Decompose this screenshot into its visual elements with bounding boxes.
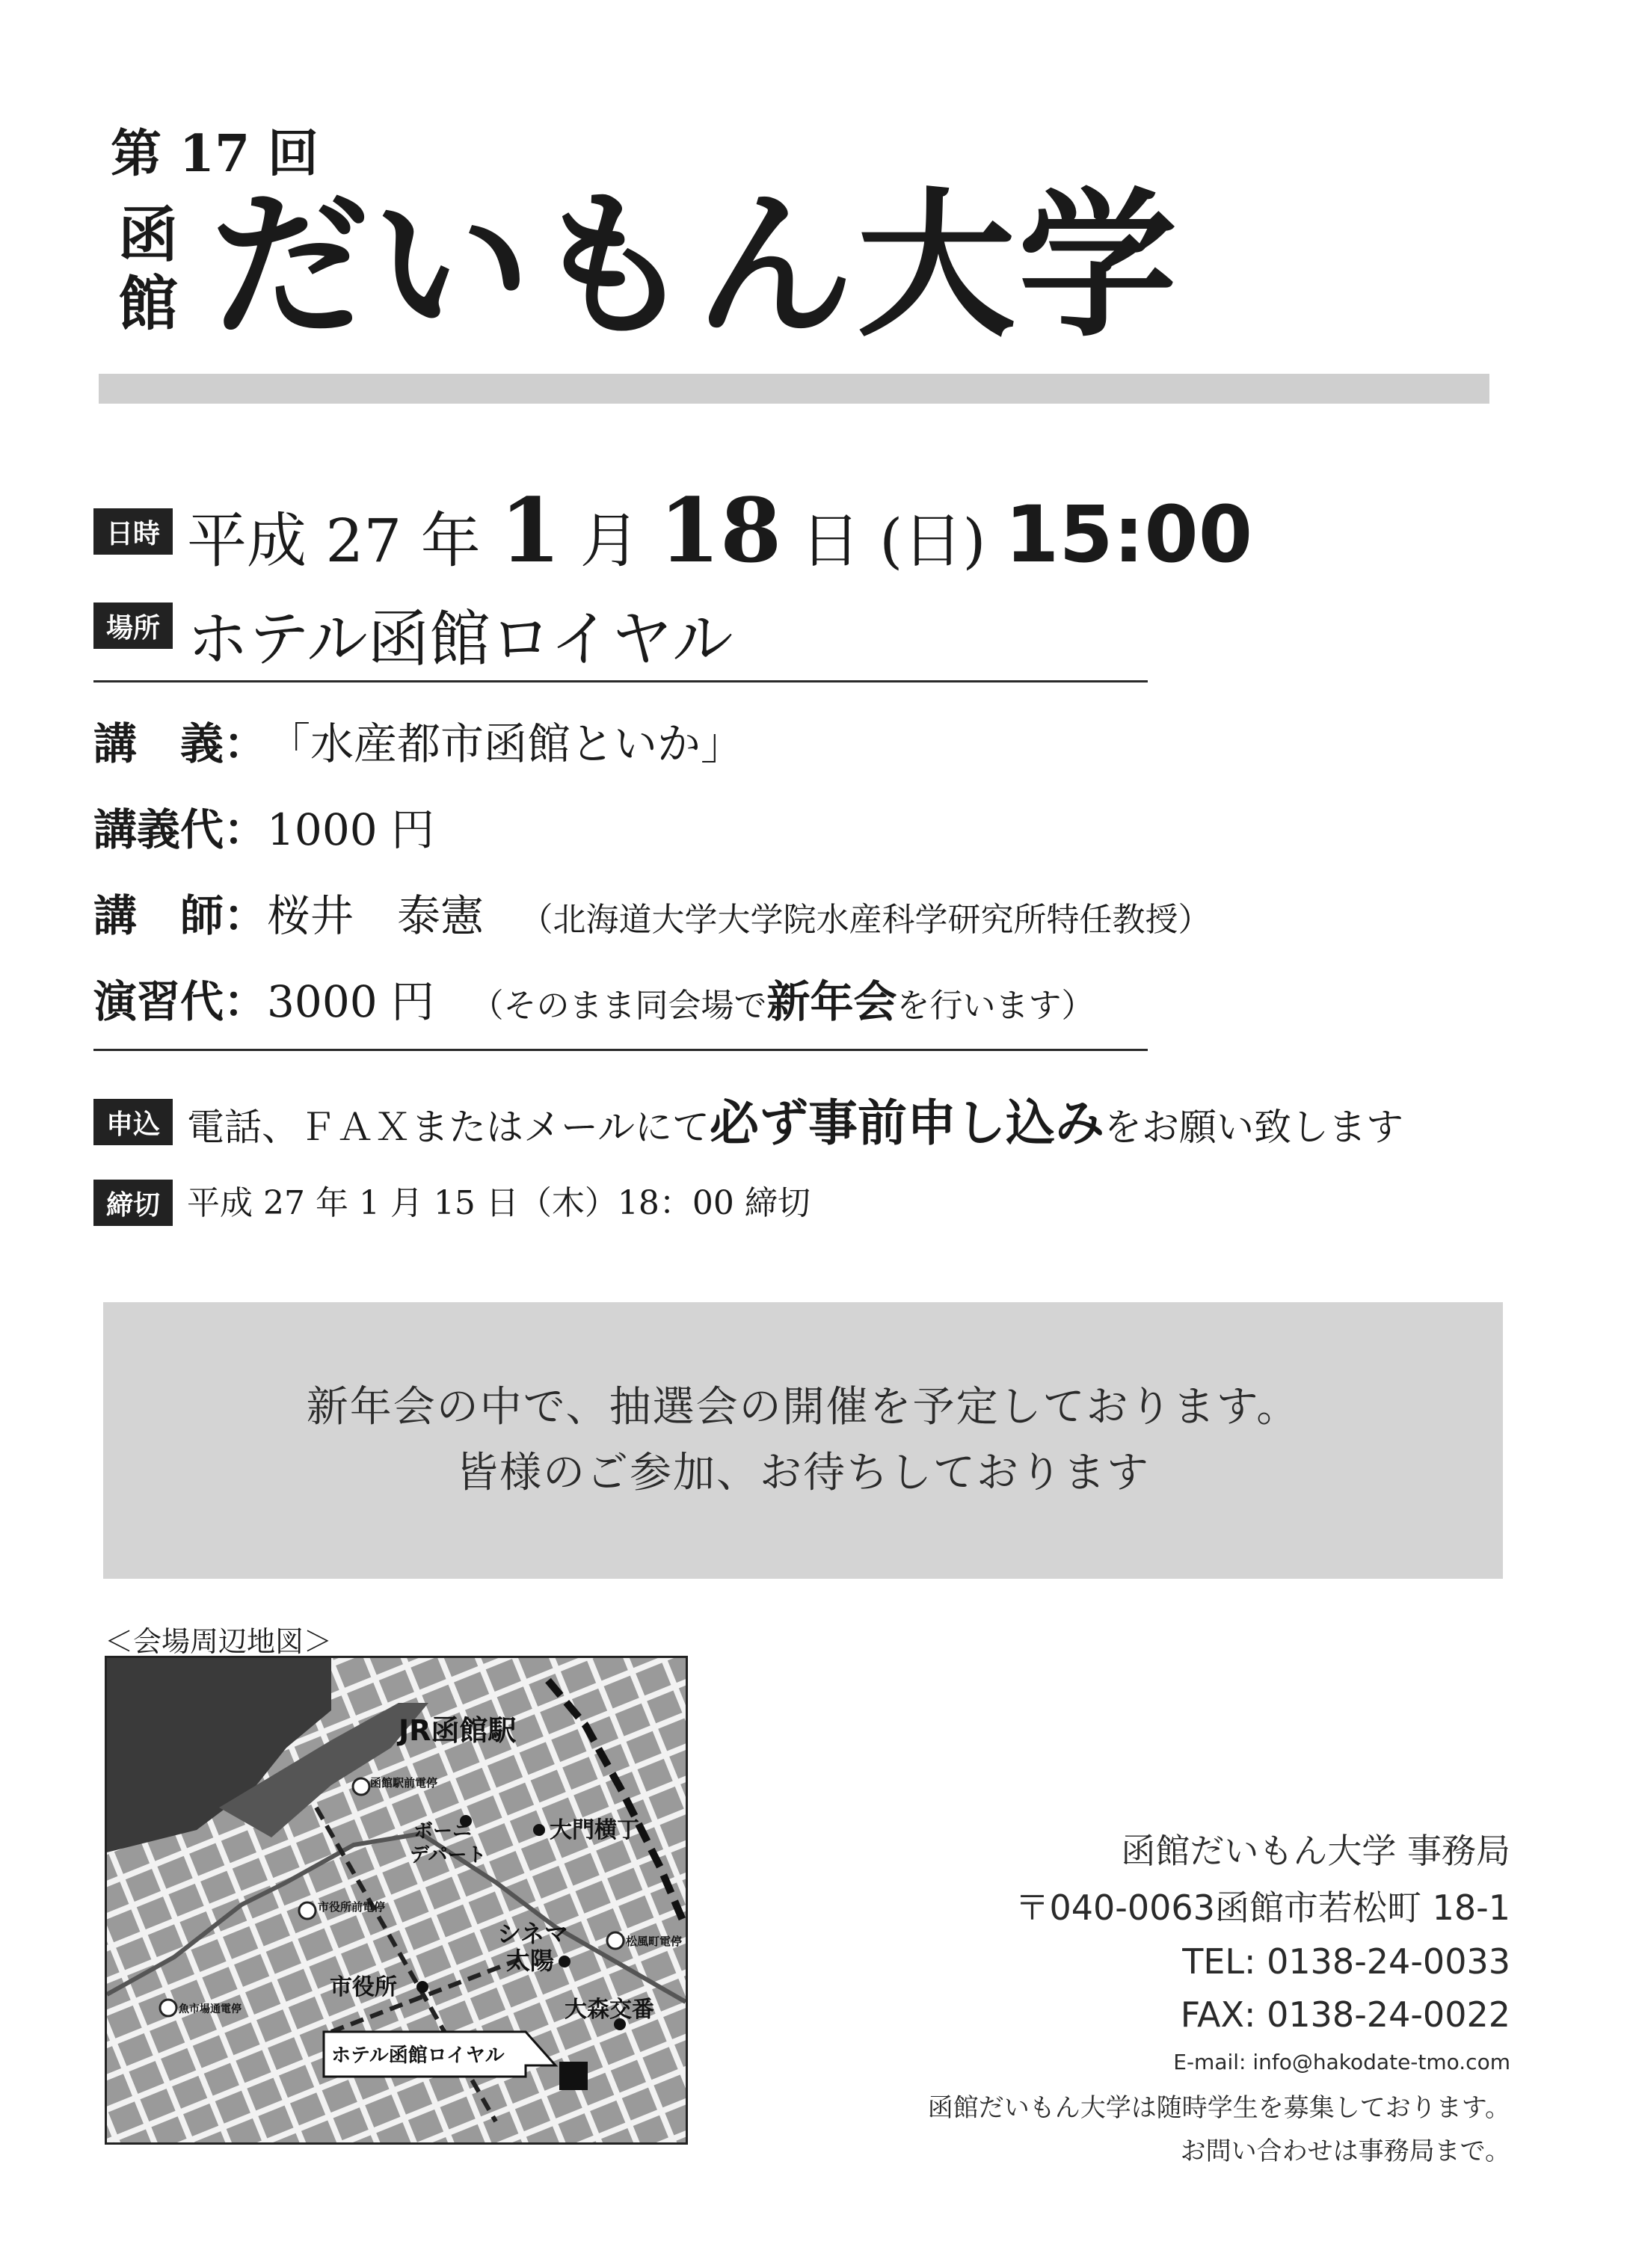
- practice-label: 演習代：: [93, 976, 268, 1027]
- map-label-cinema1: シネマ: [497, 1920, 569, 1948]
- section-divider: [93, 680, 1148, 682]
- fee-row: [93, 800, 434, 860]
- deadline-tag: 締切: [93, 1180, 173, 1226]
- map-label-stop-market: 魚市場通電停: [179, 2003, 242, 2015]
- date-time: 15:00: [1005, 489, 1253, 580]
- poi-dot: [533, 1824, 545, 1836]
- practice-note-em: 新年会: [766, 976, 897, 1027]
- map-caption: ＜会場周辺地図＞: [105, 1625, 333, 1658]
- lecture-row: [93, 714, 744, 774]
- city-text: 函館: [118, 200, 178, 339]
- date-tag: 日時: [93, 508, 173, 555]
- apply-em: 必ず事前申し込み: [710, 1094, 1104, 1152]
- fee-label: 講義代：: [93, 804, 268, 855]
- lecture-label: 講 義：: [93, 718, 268, 769]
- date-weekday: (日): [879, 506, 986, 576]
- contact-fax: FAX: 0138-24-0022: [1180, 1994, 1510, 2035]
- fee-value: 1000 円: [267, 804, 435, 855]
- tram-stop-marker: [353, 1778, 369, 1795]
- deadline-text: 平成 27 年 1 月 15 日（木）18：00 締切: [187, 1184, 811, 1222]
- contact-tel: TEL: 0138-24-0033: [1182, 1941, 1510, 1982]
- contact-org: 函館だいもん大学 事務局: [1121, 1831, 1510, 1871]
- section-divider: [93, 1049, 1148, 1051]
- map-label-koban: 大森交番: [565, 1997, 654, 2023]
- map-label-hotel: ホテル函館ロイヤル: [331, 2044, 505, 2067]
- notice-line-1: 新年会の中で、抽選会の開催を予定しております。: [306, 1383, 1300, 1432]
- map-label-stop-city: 市役所前電停: [318, 1900, 386, 1914]
- notice-line-2: 皆様のご参加、お待ちしております: [456, 1449, 1150, 1497]
- notice-box: [103, 1302, 1503, 1579]
- apply-pre: 電話、ＦＡＸまたはメールにて: [187, 1106, 710, 1149]
- apply-text: [187, 1093, 1403, 1157]
- hotel-marker: [559, 2062, 588, 2090]
- map-label-bonny1: ボーニ: [413, 1820, 473, 1843]
- page-title: だいもん大学: [211, 173, 1180, 358]
- date-day: 18: [659, 478, 782, 582]
- event-place: ホテル函館ロイヤル: [187, 604, 734, 675]
- contact-address: 〒040-0063函館市若松町 18-1: [1015, 1888, 1510, 1928]
- practice-note-pre: （そのまま同会場で: [470, 987, 767, 1025]
- tram-stop-marker: [160, 2000, 176, 2016]
- contact-note-1: 函館だいもん大学は随時学生を募集しております。: [927, 2093, 1510, 2123]
- city-label: [111, 200, 185, 338]
- map-graphic: [107, 1658, 686, 2142]
- tram-stop-marker: [607, 1932, 624, 1949]
- map-label-stop-matsukaze: 松風町電停: [626, 1935, 683, 1948]
- map-label-cinema2: 太陽: [506, 1947, 555, 1975]
- practice-note-post: を行います）: [896, 987, 1095, 1025]
- practice-value: 3000 円: [267, 976, 435, 1027]
- teacher-name: 桜井 泰憲: [267, 890, 485, 941]
- teacher-affiliation: （北海道大学大学院水産科学研究所特任教授）: [520, 901, 1211, 939]
- contact-email: E-mail: info@hakodate-tmo.com: [1173, 2050, 1510, 2074]
- poi-dot: [559, 1956, 570, 1967]
- title-divider: [99, 374, 1489, 404]
- contact-note-2: お問い合わせは事務局まで。: [1180, 2136, 1510, 2166]
- date-month-unit: 月: [579, 506, 640, 576]
- place-tag: 場所: [93, 603, 173, 649]
- apply-tag: 申込: [93, 1099, 173, 1145]
- teacher-label: 講 師：: [93, 890, 268, 941]
- map-label-daimon: 大門横丁: [550, 1817, 639, 1843]
- map-label-stop-station: 函館駅前電停: [370, 1776, 438, 1790]
- map-label-bonny2: デパート: [410, 1844, 487, 1867]
- venue-map: [105, 1656, 688, 2145]
- teacher-row: [93, 886, 1211, 950]
- map-label-cityhall: 市役所: [330, 1974, 397, 2000]
- practice-row: [93, 972, 1095, 1036]
- event-date: [187, 478, 1253, 582]
- tram-stop-marker: [299, 1902, 316, 1919]
- date-month: 1: [499, 478, 562, 582]
- poi-dot: [416, 1981, 428, 1993]
- date-day-unit: 日: [800, 506, 861, 576]
- map-label-station: JR函館駅: [399, 1714, 517, 1747]
- date-era: 平成 27 年: [187, 506, 481, 576]
- edition-label: 第 17 回: [111, 124, 319, 184]
- apply-post: をお願い致します: [1104, 1106, 1403, 1149]
- lecture-value: 「水産都市函館といか」: [267, 718, 745, 769]
